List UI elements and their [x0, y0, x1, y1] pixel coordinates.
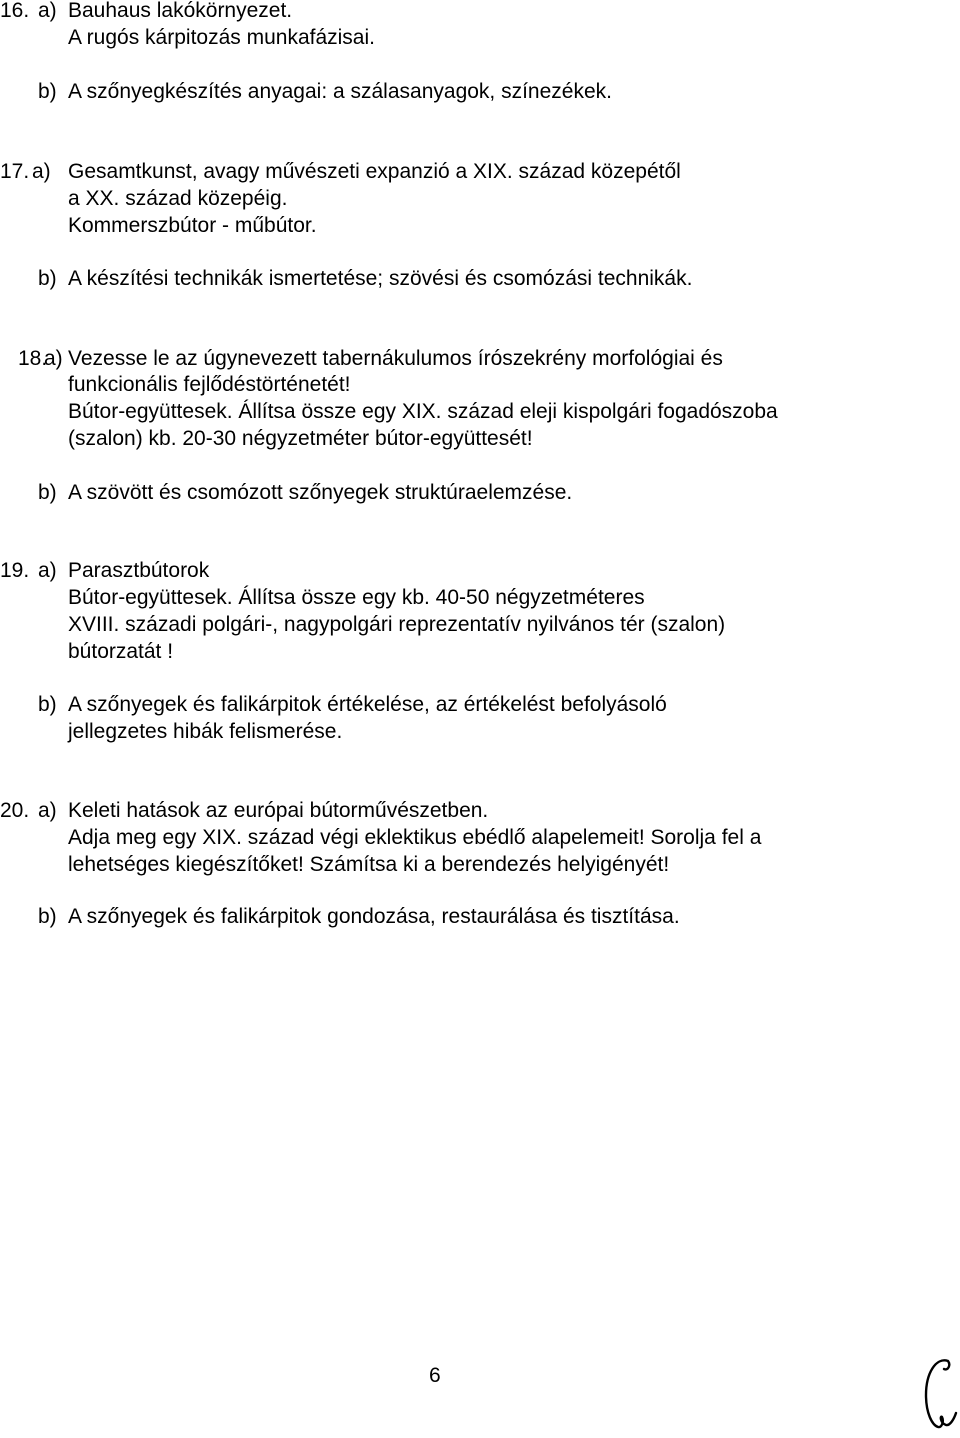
item-text-line: XVIII. századi polgári-, nagypolgári reprezentatív nyilvános tér (szalon)	[68, 613, 726, 636]
part-a-label: a)	[32, 160, 51, 183]
item-number: 18.	[18, 347, 48, 370]
item-text-line: Bútor-együttesek. Állítsa össze egy XIX. század eleji kispolgári fogadószoba	[68, 400, 778, 423]
item-text-line: A szövött és csomózott szőnyegek struktúraelemzése.	[68, 481, 573, 504]
signature-icon	[918, 1355, 960, 1435]
item-text-line: A készítési technikák ismertetése; szövési és csomózási technikák.	[68, 267, 693, 290]
item-text-line: A szőnyegek és falikárpitok értékelése, az értékelést befolyásoló	[68, 693, 667, 716]
part-b-label: b)	[38, 693, 57, 716]
part-a-label: a)	[38, 0, 57, 22]
item-text-line: (szalon) kb. 20-30 négyzetméter bútor-együttesét!	[68, 427, 533, 450]
item-text-line: lehetséges kiegészítőket! Számítsa ki a berendezés helyigényét!	[68, 853, 670, 876]
part-b-label: b)	[38, 905, 57, 928]
item-text-line: jellegzetes hibák felismerése.	[68, 720, 343, 743]
item-text-line: Kommerszbútor - műbútor.	[68, 214, 317, 237]
part-b-label: b)	[38, 267, 57, 290]
item-text-line: Adja meg egy XIX. század végi eklektikus ebédlő alapelemeit! Sorolja fel a	[68, 826, 762, 849]
item-text-line: Gesamtkunst, avagy művészeti expanzió a XIX. század közepétől	[68, 160, 681, 183]
item-number: 19.	[0, 559, 30, 582]
item-text-line: funkcionális fejlődéstörténetét!	[68, 373, 351, 396]
page-number: 6	[429, 1364, 441, 1387]
part-a-label: a)	[38, 559, 57, 582]
item-text-line: A rugós kárpitozás munkafázisai.	[68, 26, 375, 49]
part-a-label: a)	[38, 799, 57, 822]
part-a-label: a)	[44, 347, 63, 370]
part-b-label: b)	[38, 80, 57, 103]
item-text-line: a XX. század közepéig.	[68, 187, 288, 210]
item-text-line: bútorzatát !	[68, 640, 174, 663]
part-b-label: b)	[38, 481, 57, 504]
item-number: 16.	[0, 0, 30, 22]
item-text-line: Keleti hatások az európai bútorművészetben.	[68, 799, 489, 822]
item-text-line: Bútor-együttesek. Állítsa össze egy kb. 40-50 négyzetméteres	[68, 586, 645, 609]
item-text-line: Bauhaus lakókörnyezet.	[68, 0, 293, 22]
item-text-line: A szőnyegkészítés anyagai: a szálasanyagok, színezékek.	[68, 80, 612, 103]
item-text-line: Parasztbútorok	[68, 559, 210, 582]
item-number: 17.	[0, 160, 30, 183]
item-number: 20.	[0, 799, 30, 822]
item-text-line: Vezesse le az úgynevezett tabernákulumos írószekrény morfológiai és	[68, 347, 723, 370]
item-text-line: A szőnyegek és falikárpitok gondozása, restaurálása és tisztítása.	[68, 905, 680, 928]
